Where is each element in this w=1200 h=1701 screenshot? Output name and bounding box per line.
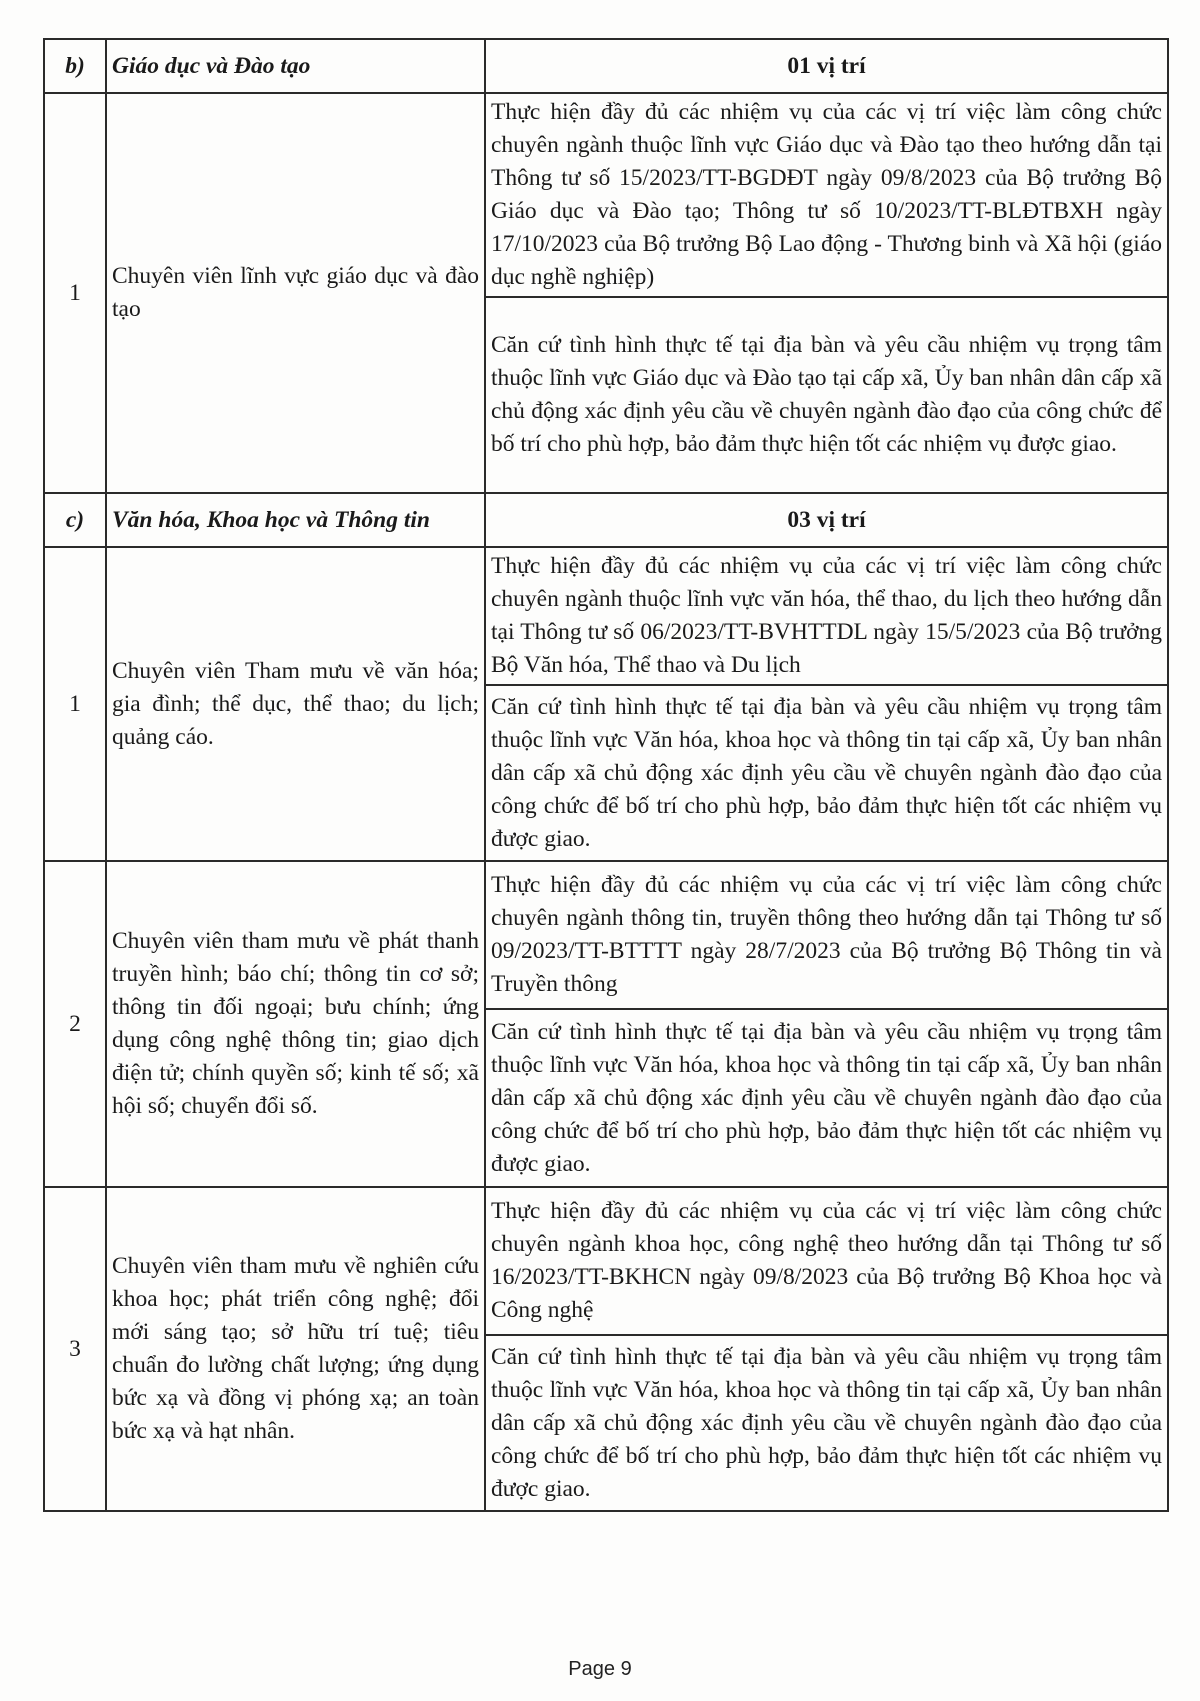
duty-guidance: Căn cứ tình hình thực tế tại địa bàn và yêu cầu nhiệm vụ trọng tâm thuộc lĩnh vực Văn hóa, khoa học và thông tin tại cấp xã, Ủy ban nhân dân cấp xã chủ động xác định yêu cầu về chuyên ngành đào đạo của công chức để bố trí cho phù hợp, bảo đảm thực hiện tốt các nhiệm vụ được giao. [485,1009,1168,1187]
duty-guidance: Căn cứ tình hình thực tế tại địa bàn và yêu cầu nhiệm vụ trọng tâm thuộc lĩnh vực Văn hóa, khoa học và thông tin tại cấp xã, Ủy ban nhân dân cấp xã chủ động xác định yêu cầu về chuyên ngành đào đạo của công chức để bố trí cho phù hợp, bảo đảm thực hiện tốt các nhiệm vụ được giao. [485,685,1168,861]
table-row [44,93,1168,297]
table-row [44,547,1168,685]
section-letter: b) [44,39,106,93]
section-count: 03 vị trí [485,493,1168,547]
section-title: Giáo dục và Đào tạo [106,39,485,93]
duty-description: Thực hiện đầy đủ các nhiệm vụ của các vị trí việc làm công chức chuyên ngành thông tin, truyền thông theo hướng dẫn tại Thông tư số 09/2023/TT-BTTTT ngày 28/7/2023 của Bộ trưởng Bộ Thông tin và Truyền thông [485,861,1168,1009]
section-header-row [44,493,1168,547]
position-title: Chuyên viên tham mưu về phát thanh truyền hình; báo chí; thông tin cơ sở; thông tin đối ngoại; bưu chính; ứng dụng công nghệ thông tin; giao dịch điện tử; chính quyền số; kinh tế số; xã hội số; chuyển đổi số. [106,861,485,1187]
duty-description: Thực hiện đầy đủ các nhiệm vụ của các vị trí việc làm công chức chuyên ngành thuộc lĩnh vực văn hóa, thể thao, du lịch theo hướng dẫn tại Thông tư số 06/2023/TT-BVHTTDL ngày 15/5/2023 của Bộ trưởng Bộ Văn hóa, Thể thao và Du lịch [485,547,1168,685]
duty-guidance: Căn cứ tình hình thực tế tại địa bàn và yêu cầu nhiệm vụ trọng tâm thuộc lĩnh vực Văn hóa, khoa học và thông tin tại cấp xã, Ủy ban nhân dân cấp xã chủ động xác định yêu cầu về chuyên ngành đào đạo của công chức để bố trí cho phù hợp, bảo đảm thực hiện tốt các nhiệm vụ được giao. [485,1335,1168,1511]
section-header-row [44,39,1168,93]
section-title: Văn hóa, Khoa học và Thông tin [106,493,485,547]
position-title: Chuyên viên lĩnh vực giáo dục và đào tạo [106,93,485,493]
section-letter: c) [44,493,106,547]
section-count: 01 vị trí [485,39,1168,93]
row-number: 2 [44,861,106,1187]
duty-guidance: Căn cứ tình hình thực tế tại địa bàn và yêu cầu nhiệm vụ trọng tâm thuộc lĩnh vực Giáo dục và Đào tạo tại cấp xã, Ủy ban nhân dân cấp xã chủ động xác định yêu cầu về chuyên ngành đào đạo của công chức để bố trí cho phù hợp, bảo đảm thực hiện tốt các nhiệm vụ được giao. [485,297,1168,493]
table-row [44,1187,1168,1335]
job-position-table [43,38,1169,1512]
table-row [44,861,1168,1009]
position-title: Chuyên viên Tham mưu về văn hóa; gia đình; thể dục, thể thao; du lịch; quảng cáo. [106,547,485,861]
position-title: Chuyên viên tham mưu về nghiên cứu khoa học; phát triển công nghệ; đổi mới sáng tạo; sở hữu trí tuệ; tiêu chuẩn đo lường chất lượng; ứng dụng bức xạ và đồng vị phóng xạ; an toàn bức xạ và hạt nhân. [106,1187,485,1511]
row-number: 1 [44,547,106,861]
duty-description: Thực hiện đầy đủ các nhiệm vụ của các vị trí việc làm công chức chuyên ngành khoa học, công nghệ theo hướng dẫn tại Thông tư số 16/2023/TT-BKHCN ngày 09/8/2023 của Bộ trưởng Bộ Khoa học và Công nghệ [485,1187,1168,1335]
duty-description: Thực hiện đầy đủ các nhiệm vụ của các vị trí việc làm công chức chuyên ngành thuộc lĩnh vực Giáo dục và Đào tạo theo hướng dẫn tại Thông tư số 15/2023/TT-BGDĐT ngày 09/8/2023 của Bộ trưởng Bộ Giáo dục và Đào tạo; Thông tư số 10/2023/TT-BLĐTBXH ngày 17/10/2023 của Bộ trưởng Bộ Lao động - Thương binh và Xã hội (giáo dục nghề nghiệp) [485,93,1168,297]
row-number: 1 [44,93,106,493]
page-number: Page 9 [568,1658,632,1680]
row-number: 3 [44,1187,106,1511]
